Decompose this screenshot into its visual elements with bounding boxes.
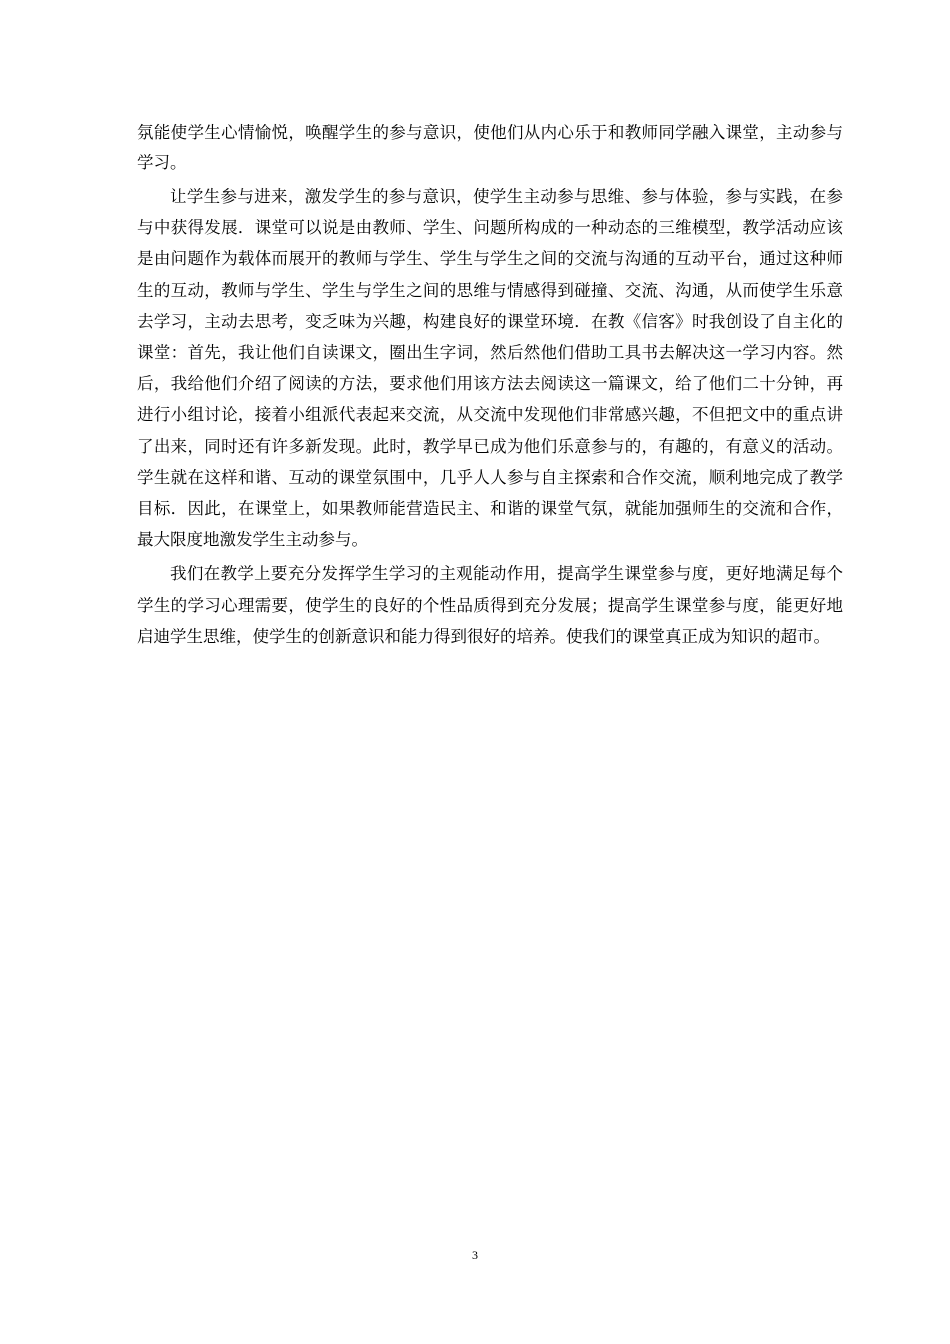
page-number: 3	[472, 1248, 478, 1262]
paragraph-continuation: 氛能使学生心情愉悦，唤醒学生的参与意识，使他们从内心乐于和教师同学融入课堂，主动参与学习。	[137, 123, 843, 172]
document-body	[137, 118, 843, 652]
paragraph-participation: 让学生参与进来，激发学生的参与意识，使学生主动参与思维、参与体验，参与实践，在参与中获得发展．课堂可以说是由教师、学生、问题所构成的一种动态的三维模型，教学活动应该是由问题作为载体而展开的教师与学生、学生与学生之间的交流与沟通的互动平台，通过这种师生的互动，教师与学生、学生与学生之间的思维与情感得到碰撞、交流、沟通，从而使学生乐意去学习，主动去思考，变乏味为兴趣，构建良好的课堂环境．在教《信客》时我创设了自主化的课堂：首先，我让他们自读课文，圈出生字词，然后然他们借助工具书去解决这一学习内容。然后，我给他们介绍了阅读的方法，要求他们用该方法去阅读这一篇课文，给了他们二十分钟，再进行小组讨论，接着小组派代表起来交流，从交流中发现他们非常感兴趣，不但把文中的重点讲了出来，同时还有许多新发现。此时，教学早已成为他们乐意参与的，有趣的，有意义的活动。学生就在这样和谐、互动的课堂氛围中，几乎人人参与自主探索和合作交流，顺利地完成了教学目标．因此，在课堂上，如果教师能营造民主、和谐的课堂气氛，就能加强师生的交流和合作，最大限度地激发学生主动参与。	[137, 187, 843, 550]
paragraph-conclusion: 我们在教学上要充分发挥学生学习的主观能动作用，提高学生课堂参与度，更好地满足每个学生的学习心理需要，使学生的良好的个性品质得到充分发展；提高学生课堂参与度，能更好地启迪学生思维，使学生的创新意识和能力得到很好的培养。使我们的课堂真正成为知识的超市。	[137, 564, 843, 646]
